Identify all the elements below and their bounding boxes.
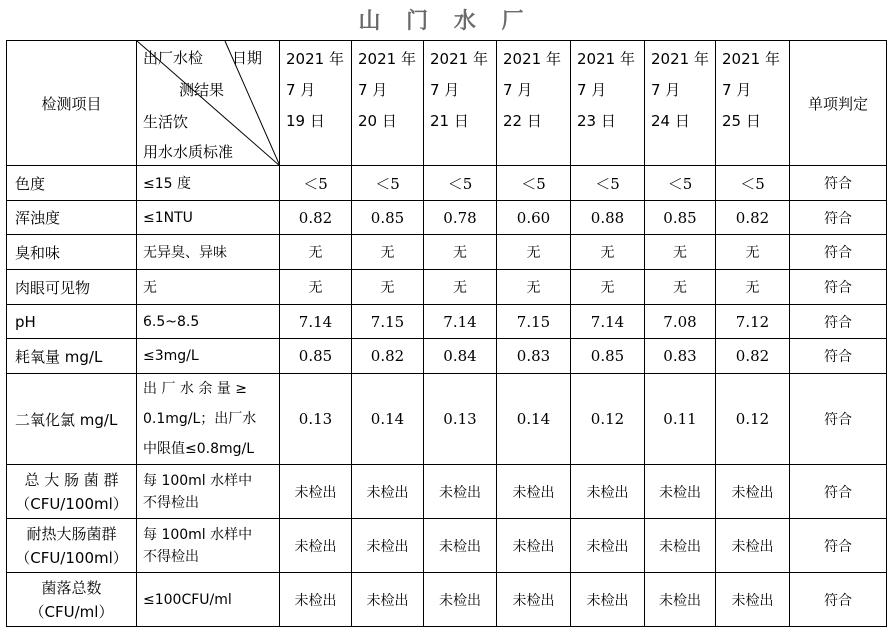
table-row: [7, 270, 887, 305]
value-cell: 0.82: [280, 201, 352, 235]
value-cell: 0.85: [280, 339, 352, 374]
value-cell: ＜5: [645, 166, 716, 201]
date-header: 2021 年 7 月 20 日: [352, 41, 424, 166]
value-cell: 0.12: [716, 374, 790, 465]
diag-label-result: 测结果: [179, 81, 225, 99]
judge-cell: 符合: [790, 573, 887, 627]
value-cell: 未检出: [280, 573, 352, 627]
value-cell: 未检出: [571, 519, 645, 573]
standard-cell: 每 100ml 水样中 不得检出: [137, 519, 280, 573]
item-cell: 总 大 肠 菌 群 （CFU/100ml）: [7, 465, 137, 519]
diag-label-date: 日期: [232, 49, 263, 67]
value-cell: 0.85: [352, 201, 424, 235]
value-cell: 未检出: [497, 465, 571, 519]
value-cell: 未检出: [424, 465, 497, 519]
value-cell: 未检出: [716, 465, 790, 519]
standard-cell: ≤15 度: [137, 166, 280, 201]
value-cell: 无: [716, 270, 790, 305]
item-cell: 耐热大肠菌群 （CFU/100ml）: [7, 519, 137, 573]
value-cell: 未检出: [280, 465, 352, 519]
value-cell: 7.15: [352, 305, 424, 339]
value-cell: 无: [280, 235, 352, 270]
date-header: 2021 年 7 月 25 日: [716, 41, 790, 166]
value-cell: 7.15: [497, 305, 571, 339]
item-cell: 肉眼可见物: [7, 270, 137, 305]
diag-label-standard-1: 生活饮: [143, 113, 189, 131]
value-cell: 未检出: [352, 573, 424, 627]
value-cell: 7.14: [424, 305, 497, 339]
item-cell: 浑浊度: [7, 201, 137, 235]
value-cell: 0.82: [716, 201, 790, 235]
value-cell: 未检出: [352, 465, 424, 519]
value-cell: 未检出: [716, 573, 790, 627]
date-header: 2021 年 7 月 24 日: [645, 41, 716, 166]
value-cell: 无: [424, 270, 497, 305]
value-cell: 0.83: [497, 339, 571, 374]
item-cell: 二氧化氯 mg/L: [7, 374, 137, 465]
judge-cell: 符合: [790, 374, 887, 465]
standard-cell: 每 100ml 水样中 不得检出: [137, 465, 280, 519]
value-cell: 0.12: [571, 374, 645, 465]
value-cell: 无: [645, 235, 716, 270]
value-cell: 未检出: [424, 573, 497, 627]
value-cell: 无: [424, 235, 497, 270]
date-header: 2021 年 7 月 21 日: [424, 41, 497, 166]
table-row: [7, 374, 887, 465]
value-cell: 无: [645, 270, 716, 305]
value-cell: 0.85: [645, 201, 716, 235]
value-cell: 0.13: [280, 374, 352, 465]
value-cell: ＜5: [352, 166, 424, 201]
value-cell: 未检出: [497, 519, 571, 573]
value-cell: 无: [497, 270, 571, 305]
value-cell: 0.82: [716, 339, 790, 374]
value-cell: ＜5: [424, 166, 497, 201]
table-row: [7, 166, 887, 201]
table-row: [7, 519, 887, 573]
judge-cell: 符合: [790, 270, 887, 305]
value-cell: 无: [352, 235, 424, 270]
value-cell: 0.78: [424, 201, 497, 235]
standard-cell: ≤1NTU: [137, 201, 280, 235]
value-cell: 未检出: [352, 519, 424, 573]
item-cell: pH: [7, 305, 137, 339]
value-cell: 7.12: [716, 305, 790, 339]
value-cell: 未检出: [497, 573, 571, 627]
standard-cell: ≤100CFU/ml: [137, 573, 280, 627]
value-cell: 0.88: [571, 201, 645, 235]
value-cell: 未检出: [571, 573, 645, 627]
value-cell: 未检出: [280, 519, 352, 573]
value-cell: 未检出: [716, 519, 790, 573]
date-header: 2021 年 7 月 19 日: [280, 41, 352, 166]
value-cell: 0.14: [352, 374, 424, 465]
judge-cell: 符合: [790, 201, 887, 235]
value-cell: 0.11: [645, 374, 716, 465]
value-cell: 0.60: [497, 201, 571, 235]
value-cell: 未检出: [571, 465, 645, 519]
value-cell: 无: [716, 235, 790, 270]
diagonal-header-cell: [137, 41, 280, 166]
value-cell: 0.85: [571, 339, 645, 374]
value-cell: 无: [280, 270, 352, 305]
item-cell: 臭和味: [7, 235, 137, 270]
value-cell: 无: [571, 270, 645, 305]
table-row: [7, 573, 887, 627]
value-cell: 7.14: [571, 305, 645, 339]
judge-cell: 符合: [790, 465, 887, 519]
judge-cell: 符合: [790, 339, 887, 374]
table-row: [7, 235, 887, 270]
value-cell: 无: [497, 235, 571, 270]
table-row: [7, 201, 887, 235]
item-cell: 色度: [7, 166, 137, 201]
judge-cell: 符合: [790, 166, 887, 201]
value-cell: 0.84: [424, 339, 497, 374]
diag-label-standard-2: 用水水质标准: [143, 143, 234, 161]
judge-cell: 符合: [790, 519, 887, 573]
value-cell: 0.82: [352, 339, 424, 374]
standard-cell: 无异臭、异味: [137, 235, 280, 270]
value-cell: 0.13: [424, 374, 497, 465]
value-cell: 未检出: [645, 465, 716, 519]
judge-cell: 符合: [790, 305, 887, 339]
standard-cell: 6.5~8.5: [137, 305, 280, 339]
value-cell: 无: [571, 235, 645, 270]
table-row: [7, 465, 887, 519]
value-cell: 7.14: [280, 305, 352, 339]
item-cell: 耗氧量 mg/L: [7, 339, 137, 374]
value-cell: 7.08: [645, 305, 716, 339]
value-cell: ＜5: [280, 166, 352, 201]
item-header: 检测项目: [7, 41, 137, 166]
table-row: [7, 339, 887, 374]
value-cell: ＜5: [571, 166, 645, 201]
value-cell: ＜5: [716, 166, 790, 201]
table-row: [7, 305, 887, 339]
page-title: 山 门 水 厂: [358, 9, 533, 34]
value-cell: 无: [352, 270, 424, 305]
value-cell: 0.14: [497, 374, 571, 465]
value-cell: 未检出: [645, 519, 716, 573]
judge-header: 单项判定: [790, 41, 887, 166]
value-cell: 0.83: [645, 339, 716, 374]
value-cell: ＜5: [497, 166, 571, 201]
header-row: [7, 41, 887, 166]
standard-cell: ≤3mg/L: [137, 339, 280, 374]
date-header: 2021 年 7 月 22 日: [497, 41, 571, 166]
water-quality-table: [6, 40, 887, 627]
item-cell: 菌落总数 （CFU/ml）: [7, 573, 137, 627]
date-header: 2021 年 7 月 23 日: [571, 41, 645, 166]
standard-cell: 出 厂 水 余 量 ≥ 0.1mg/L；出厂水 中限值≤0.8mg/L: [137, 374, 280, 465]
diag-label-water: 出厂水检: [143, 49, 204, 67]
standard-cell: 无: [137, 270, 280, 305]
judge-cell: 符合: [790, 235, 887, 270]
value-cell: 未检出: [645, 573, 716, 627]
value-cell: 未检出: [424, 519, 497, 573]
